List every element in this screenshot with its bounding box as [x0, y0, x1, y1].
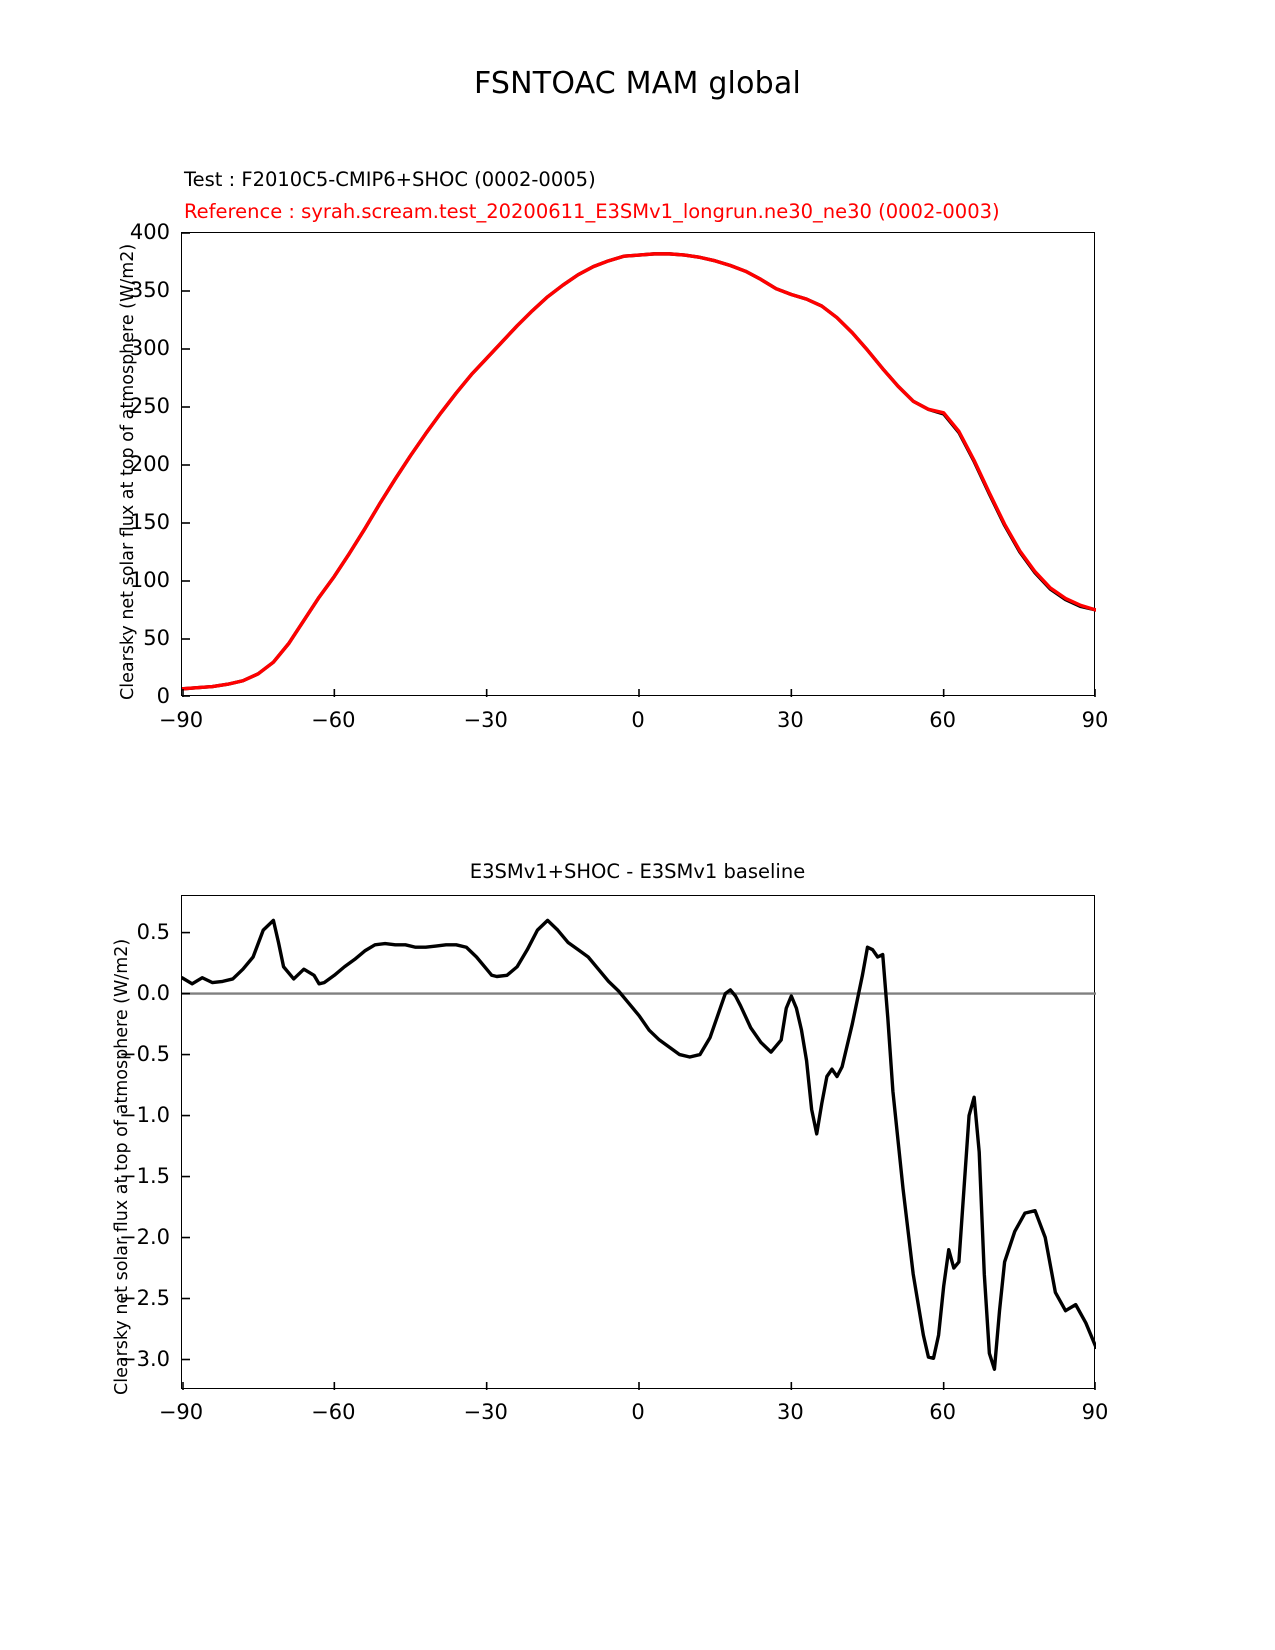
bottom-ytick-6: 0.0	[136, 980, 170, 1005]
series-line-0	[182, 920, 1096, 1369]
bottom-xtick-1: −60	[311, 1400, 356, 1424]
bottom-series-group	[182, 920, 1096, 1369]
caption-test: Test : F2010C5-CMIP6+SHOC (0002-0005)	[184, 168, 596, 191]
top-ytick-7: 350	[129, 278, 170, 302]
top-xtick-4: 30	[776, 708, 804, 732]
top-plot-area	[181, 232, 1095, 696]
top-xtick-2: −30	[463, 708, 508, 732]
top-series-group	[182, 254, 1096, 689]
top-xtick-6: 90	[1081, 708, 1109, 732]
bottom-chart-title: E3SMv1+SHOC - E3SMv1 baseline	[469, 860, 806, 883]
top-ytick-4: 200	[129, 452, 170, 476]
bottom-plot-area	[181, 895, 1095, 1389]
caption-reference: Reference : syrah.scream.test_20200611_E3SMv1_longrun.ne30_ne30 (0002-0003)	[184, 200, 1000, 223]
top-ytick-3: 150	[129, 510, 170, 534]
top-ytick-5: 250	[129, 394, 170, 418]
bottom-ytick-1: −2.5	[119, 1285, 170, 1310]
bottom-xtick-2: −30	[463, 1400, 508, 1424]
bottom-ytick-4: −1.0	[119, 1102, 170, 1127]
top-chart-panel	[0, 0, 1275, 780]
bottom-xtick-6: 90	[1081, 1400, 1109, 1424]
top-y-axis-label: Clearsky net solar flux at top of atmosphere (W/m2)	[118, 243, 138, 700]
bottom-plot-svg	[182, 896, 1096, 1390]
bottom-ytick-7: 0.5	[136, 919, 170, 944]
top-plot-svg	[182, 233, 1096, 697]
bottom-xtick-3: 0	[631, 1400, 645, 1424]
top-ytick-0: 0	[156, 684, 170, 708]
bottom-xtick-0: −90	[158, 1400, 204, 1424]
bottom-chart-panel	[0, 820, 1275, 1580]
top-xtick-1: −60	[311, 708, 356, 732]
bottom-ytick-5: −0.5	[119, 1041, 170, 1066]
top-ytick-8: 400	[129, 220, 170, 244]
top-ytick-2: 100	[129, 568, 170, 592]
series-line-1	[182, 254, 1096, 689]
bottom-y-axis-label: Clearsky net solar flux at top of atmosphere (W/m2)	[112, 938, 132, 1395]
bottom-ytick-3: −1.5	[119, 1163, 170, 1188]
top-ytick-1: 50	[143, 626, 170, 650]
top-xtick-0: −90	[158, 708, 204, 732]
top-xtick-5: 60	[929, 708, 957, 732]
bottom-xtick-5: 60	[929, 1400, 957, 1424]
series-line-0	[182, 254, 1096, 689]
top-xtick-3: 0	[631, 708, 645, 732]
page-title: FSNTOAC MAM global	[473, 66, 802, 101]
bottom-xtick-4: 30	[776, 1400, 804, 1424]
bottom-ytick-2: −2.0	[119, 1224, 170, 1249]
bottom-ytick-0: −3.0	[119, 1346, 170, 1371]
top-ytick-6: 300	[129, 336, 170, 360]
